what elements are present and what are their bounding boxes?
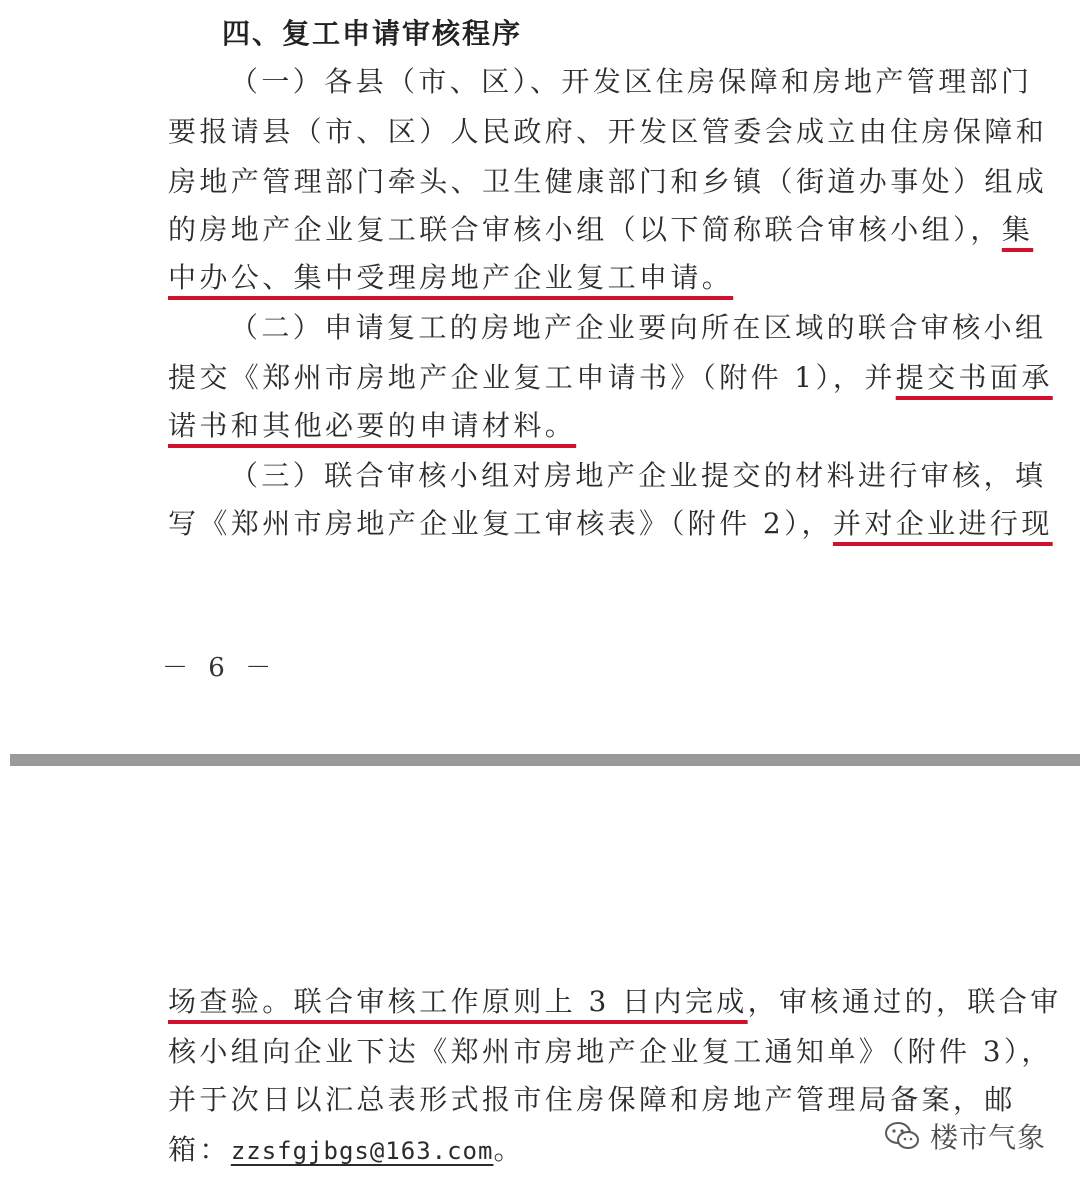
continuation-line-1-text: ，审核通过的，联合审 [747, 985, 1062, 1018]
underlined-text: 场查验。联合审核工作原则上 3 日内完成 [168, 985, 748, 1018]
paragraph-2-line-3 [168, 406, 576, 446]
watermark-text: 楼市气象 [929, 1121, 1046, 1154]
paragraph-3-line-1: （三）联合审核小组对房地产企业提交的材料进行审核，填 [230, 459, 1047, 492]
watermark [884, 1116, 1046, 1156]
page-number: － 6 － [162, 653, 278, 683]
page-divider [10, 754, 1080, 766]
paragraph-1-line-5 [168, 258, 733, 298]
underlined-text: 集 [1001, 213, 1034, 246]
underlined-text: 提交书面承 [895, 361, 1053, 394]
paragraph-2-line-2 [168, 358, 1053, 398]
email-label: 箱： [168, 1133, 231, 1166]
paragraph-2-line-2-text: 提交《郑州市房地产企业复工申请书》（附件 1），并 [168, 361, 896, 394]
email-suffix: 。 [493, 1133, 525, 1166]
wechat-icon [884, 1121, 920, 1151]
paragraph-1-line-1: （一）各县（市、区）、开发区住房保障和房地产管理部门 [230, 65, 1033, 98]
paragraph-3-line-2 [168, 504, 1053, 544]
continuation-line-1 [168, 982, 1062, 1022]
section-heading: 四、复工申请审核程序 [222, 17, 523, 50]
paragraph-1-line-2: 要报请县（市、区）人民政府、开发区管委会成立由住房保障和 [168, 115, 1048, 148]
continuation-line-2: 核小组向企业下达《郑州市房地产企业复工通知单》（附件 3）， [168, 1035, 1053, 1068]
continuation-line-3: 并于次日以汇总表形式报市住房保障和房地产管理局备案，邮 [168, 1083, 1016, 1116]
underlined-text: 中办公、集中受理房地产企业复工申请。 [168, 261, 734, 294]
paragraph-1-line-4-text: 的房地产企业复工联合审核小组（以下简称联合审核小组）， [168, 213, 1002, 246]
paragraph-1-line-4 [168, 210, 1033, 250]
paragraph-1-line-3: 房地产管理部门牵头、卫生健康部门和乡镇（街道办事处）组成 [168, 165, 1048, 198]
continuation-line-4 [168, 1130, 525, 1171]
paragraph-2-line-1: （二）申请复工的房地产企业要向所在区域的联合审核小组 [230, 311, 1047, 344]
underlined-text: 诺书和其他必要的申请材料。 [168, 409, 577, 442]
paragraph-3-line-2-text: 写《郑州市房地产企业复工审核表》（附件 2）， [168, 507, 833, 540]
email-address: zzsfgjbgs@163.com [230, 1137, 494, 1165]
underlined-text: 并对企业进行现 [832, 507, 1053, 540]
